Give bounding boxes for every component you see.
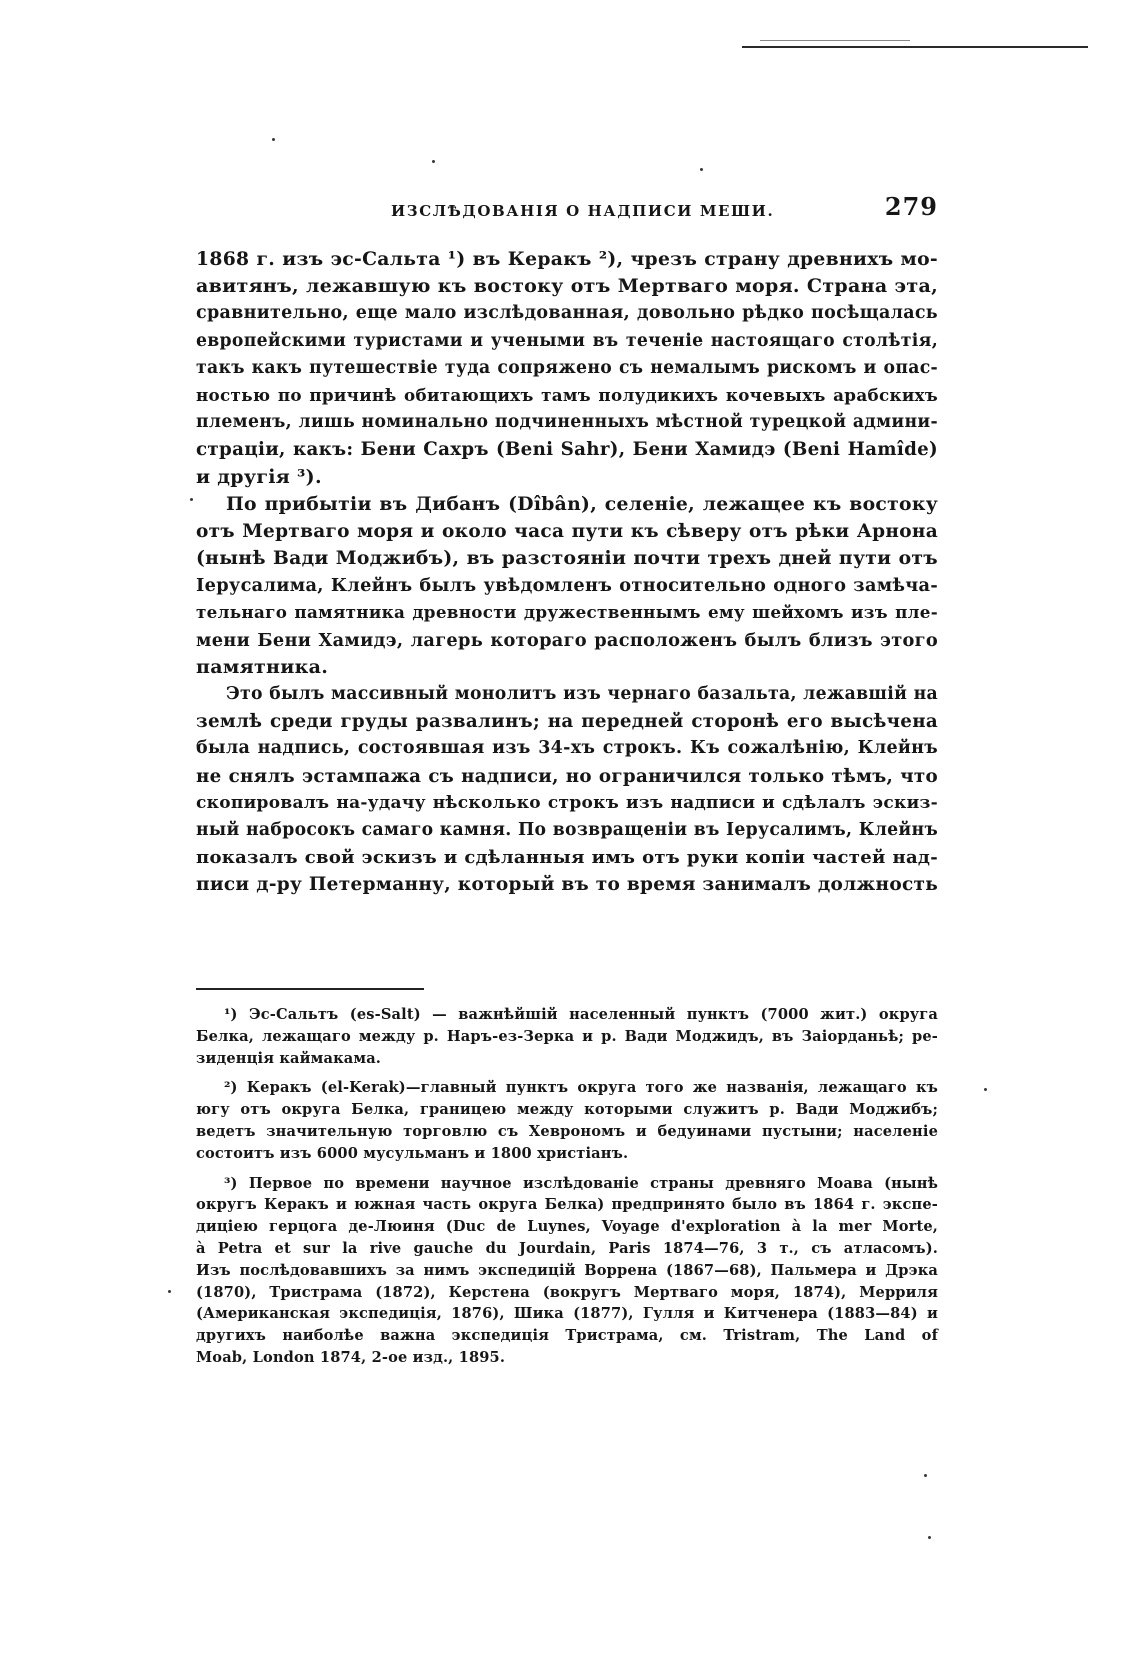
top-border-thin-line xyxy=(760,40,910,41)
footnote-line: Белка, лежащаго между р. Наръ-ез-Зерка и р. Вади Моджидъ, въ Заіорданьѣ; ре- xyxy=(196,1027,938,1045)
footnote-line: ведетъ значительную торговлю съ Хеврономъ и бедуинами пустыни; населеніе xyxy=(196,1122,938,1140)
footnote-line: (Американская экспедиція, 1876), Шика (1877), Гулля и Китченера (1883—84) и xyxy=(196,1305,938,1323)
paragraph-first-line: Это былъ массивный монолитъ изъ чернаго базальта, лежавшій на xyxy=(226,684,938,704)
text-line: отъ Мертваго моря и около часа пути къ сѣверу отъ рѣки Арнона xyxy=(196,520,938,542)
footnote-line: диціею герцога де-Люиня (Duc de Luynes, Voyage d'exploration à la mer Morte, xyxy=(196,1218,938,1236)
text-line: страціи, какъ: Бени Сахръ (Beni Sahr), Бени Хамидэ (Beni Hamîde) xyxy=(196,439,938,461)
footnote-line: ²) Керакъ (el-Kerak)—главный пунктъ округа того же названія, лежащаго къ xyxy=(224,1079,938,1097)
footnote-line: другихъ наиболѣе важна экспедиція Тристрама, см. Tristram, The Land of xyxy=(196,1327,938,1345)
text-line: (нынѣ Вади Моджибъ), въ разстояніи почти трехъ дней пути отъ xyxy=(196,547,938,570)
footnote-line: (1870), Тристрама (1872), Керстена (вокругъ Мертваго моря, 1874), Мерриля xyxy=(196,1283,938,1301)
text-line: землѣ среди груды развалинъ; на передней сторонѣ его высѣчена xyxy=(196,711,938,733)
footnote-line: Moab, London 1874, 2-ое изд., 1895. xyxy=(196,1348,506,1366)
footnote-separator xyxy=(196,988,424,990)
scan-speck xyxy=(700,168,703,171)
top-border-line xyxy=(742,46,1088,48)
text-line: 1868 г. изъ эс-Сальта ¹) въ Керакъ ²), чрезъ страну древнихъ мо- xyxy=(196,248,938,270)
text-line: Іерусалима, Клейнъ былъ увѣдомленъ относительно одного замѣча- xyxy=(196,575,938,597)
text-line: тельнаго памятника древности дружественнымъ ему шейхомъ изъ пле- xyxy=(196,602,938,623)
footnote-line: à Petra et sur la rive gauche du Jourdain, Paris 1874—76, 3 т., съ атласомъ). xyxy=(196,1239,938,1257)
text-line: показалъ свой эскизъ и сдѣланныя имъ отъ руки копіи частей над- xyxy=(196,847,938,869)
text-line: и другія ³). xyxy=(196,465,322,488)
footnote-1 xyxy=(196,1004,938,1069)
footnote-line: состоитъ изъ 6000 мусульманъ и 1800 христіанъ. xyxy=(196,1144,629,1162)
paragraph-first-line: По прибытіи въ Дибанъ (Dîbân), селеніе, лежащее къ востоку xyxy=(226,492,938,515)
footnote-line: ³) Первое по времени научное изслѣдованіе страны древняго Моава (нынѣ xyxy=(224,1174,938,1192)
scan-speck xyxy=(928,1536,931,1539)
running-head xyxy=(196,192,938,226)
text-line: скопировалъ на-удачу нѣсколько строкъ изъ надписи и сдѣлалъ эскиз- xyxy=(196,792,938,813)
text-line: писи д-ру Петерманну, который въ то время занималъ должность xyxy=(196,874,939,896)
text-line: племенъ, лишь номинально подчиненныхъ мѣстной турецкой админи- xyxy=(196,412,938,433)
text-line: сравнительно, еще мало изслѣдованная, довольно рѣдко посѣщалась xyxy=(196,303,938,324)
text-line: памятника. xyxy=(196,655,329,678)
text-line: мени Бени Хамидэ, лагерь котораго расположенъ былъ близъ этого xyxy=(196,629,938,651)
text-line: ностью по причинѣ обитающихъ тамъ полудикихъ кочевыхъ арабскихъ xyxy=(196,384,938,405)
text-line: авитянъ, лежавшую къ востоку отъ Мертваго моря. Страна эта, xyxy=(196,275,938,298)
footnotes xyxy=(196,1004,938,1369)
scan-speck xyxy=(272,138,275,141)
text-line: европейскими туристами и учеными въ теченіе настоящаго столѣтія, xyxy=(196,330,938,351)
scan-speck xyxy=(924,1474,927,1477)
footnote-line: округъ Керакъ и южная часть округа Белка) предпринято было въ 1864 г. экспе- xyxy=(196,1196,938,1214)
text-line: была надпись, состоявшая изъ 34-хъ строкъ. Къ сожалѣнію, Клейнъ xyxy=(196,738,938,759)
main-text xyxy=(196,246,938,899)
scan-speck xyxy=(168,1290,171,1293)
scan-speck xyxy=(190,498,193,501)
footnote-2 xyxy=(196,1077,938,1164)
text-line: ный набросокъ самаго камня. По возвращеніи въ Іерусалимъ, Клейнъ xyxy=(196,819,938,840)
footnote-line: югу отъ округа Белка, границею между которыми служитъ р. Вади Моджибъ; xyxy=(196,1101,938,1119)
text-line: такъ какъ путешествіе туда сопряжено съ немалымъ рискомъ и опас- xyxy=(196,357,938,378)
footnote-line: Изъ послѣдовавшихъ за нимъ экспедицій Воррена (1867—68), Пальмера и Дрэка xyxy=(196,1261,938,1279)
footnote-line: зиденція каймакама. xyxy=(196,1049,382,1067)
footnote-line: ¹) Эс-Сальтъ (es-Salt) — важнѣйшій населенный пунктъ (7000 жит.) округа xyxy=(224,1006,938,1023)
scan-speck xyxy=(432,160,435,163)
footnote-3 xyxy=(196,1173,938,1369)
scan-speck xyxy=(984,1088,987,1091)
running-title: ИЗСЛѢДОВАНІЯ О НАДПИСИ МЕШИ. xyxy=(391,202,775,220)
text-line: не снялъ эстампажа съ надписи, но ограничился только тѣмъ, что xyxy=(196,765,938,787)
page-number: 279 xyxy=(884,192,938,221)
